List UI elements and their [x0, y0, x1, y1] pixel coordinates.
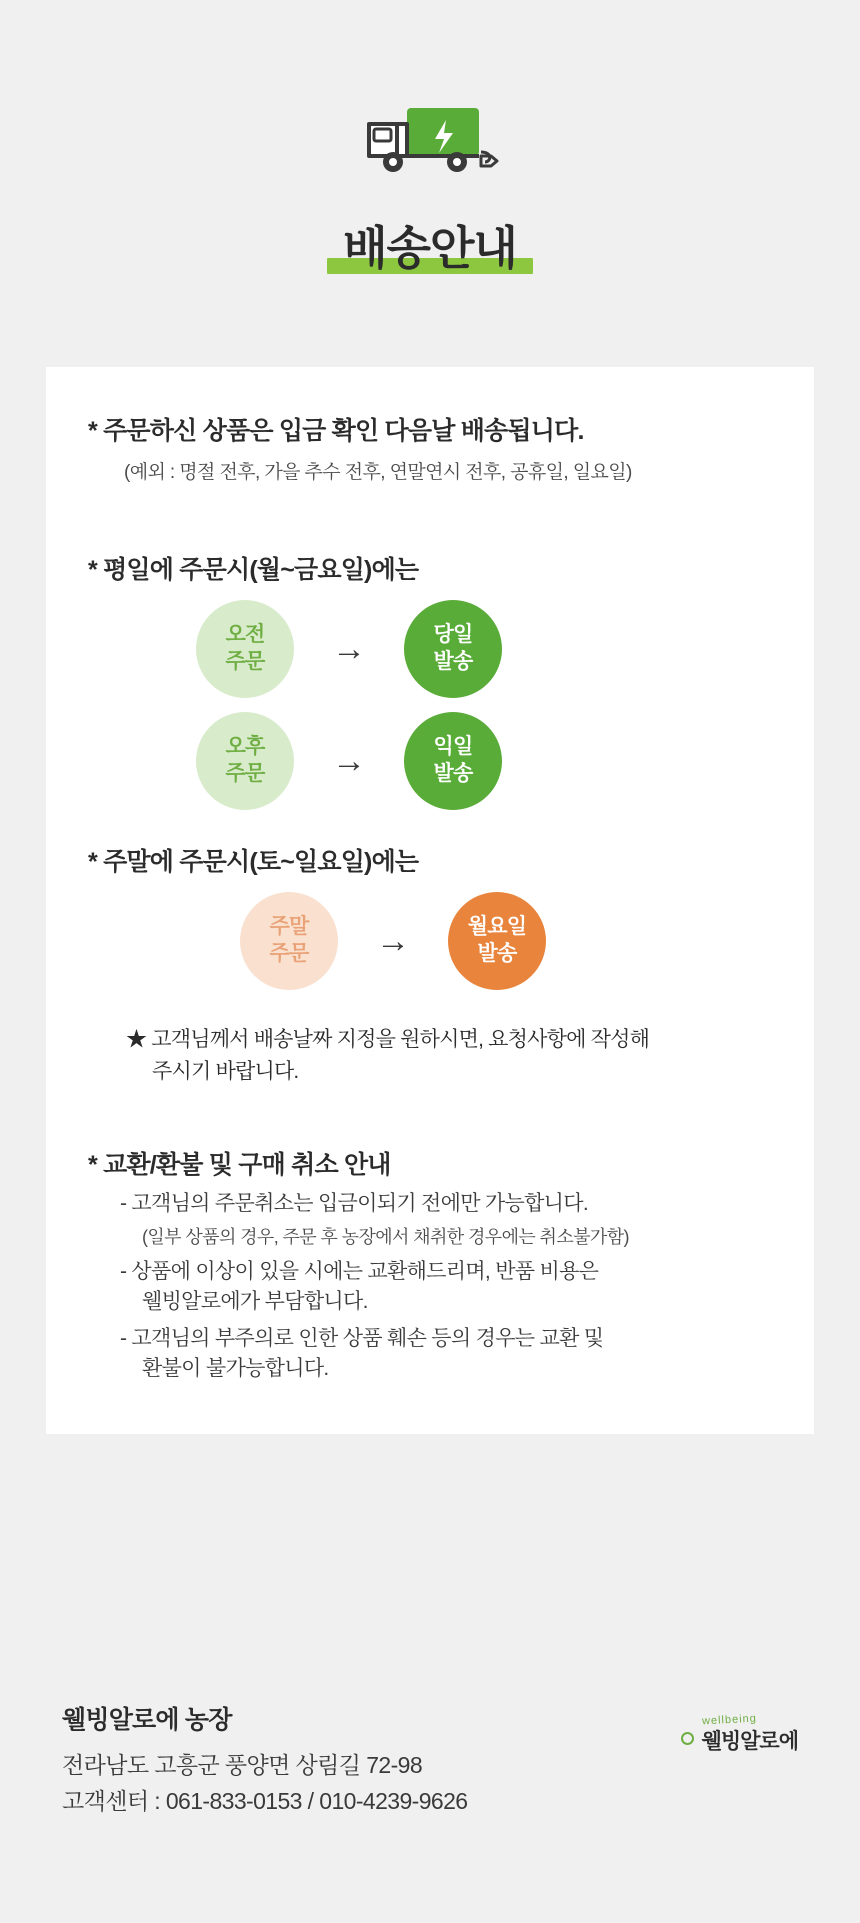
refund-item-3-line2: 환불이 불가능합니다. [142, 1357, 329, 1381]
bubble-morning-order [196, 600, 294, 698]
bubble-sameday-ship-line1: 당일 [433, 623, 473, 647]
refund-item-3-line1: - 고객님의 부주의로 인한 상품 훼손 등의 경우는 교환 및 [120, 1327, 604, 1351]
weekend-flow [84, 892, 776, 990]
date-request-note-line1: ★ 고객님께서 배송날짜 지정을 원하시면, 요청사항에 작성해 [126, 1028, 650, 1051]
bubble-morning-order-line1: 오전 [225, 623, 265, 647]
refund-item-2 [120, 1257, 776, 1317]
page-title-text: 배송안내 [343, 222, 517, 274]
weekend-flow-row [84, 892, 776, 990]
refund-item-3 [120, 1324, 776, 1384]
shop-address: 전라남도 고흥군 풍양면 상림길 72-98 [62, 1752, 423, 1778]
weekday-heading: * 평일에 주문시(월~금요일)에는 [88, 556, 419, 584]
shop-name: 웰빙알로에 농장 [62, 1706, 232, 1734]
logo-small-text: wellbeing [701, 1712, 757, 1728]
refund-item-1-sub: (일부 상품의 경우, 주문 후 농장에서 채취한 경우에는 취소불가함) [142, 1226, 629, 1247]
bubble-afternoon-order-line2: 주문 [225, 762, 265, 785]
weekday-flow-row-afternoon [84, 712, 776, 810]
refund-item-2-line1: - 상품에 이상이 있을 시에는 교환해드리며, 반품 비용은 [120, 1259, 599, 1283]
refund-section-title: * 교환/환불 및 구매 취소 안내 [88, 1151, 391, 1179]
shop-contact: 고객센터 : 061-833-0153 / 010-4239-9626 [62, 1787, 468, 1814]
delivery-truck-icon [345, 96, 515, 186]
bubble-nextday-ship-line2: 발송 [433, 762, 473, 785]
notice-main-line: * 주문하신 상품은 입금 확인 다음날 배송됩니다. [88, 417, 584, 445]
bubble-afternoon-order [196, 712, 294, 810]
logo-text [702, 1714, 798, 1755]
page-footer [0, 1700, 860, 1819]
arrow-right-icon: → [332, 742, 366, 780]
weekend-heading: * 주말에 주문시(토~일요일)에는 [88, 848, 419, 876]
arrow-right-icon: → [376, 922, 410, 960]
info-card [46, 367, 814, 1434]
page-header [0, 0, 860, 278]
bubble-monday-ship [448, 892, 546, 990]
arrow-right-icon: → [332, 630, 366, 668]
footer-contact-block [62, 1700, 467, 1819]
logo-big-text: 웰빙알로에 [701, 1730, 798, 1753]
weekday-flow [84, 600, 776, 810]
refund-item-2-line2: 웰빙알로에가 부담합니다. [142, 1289, 368, 1313]
bubble-sameday-ship [404, 600, 502, 698]
bubble-afternoon-order-line1: 오후 [225, 735, 265, 759]
logo-circle-icon [681, 1732, 694, 1745]
date-request-note-line2: 주시기 바랍니다. [152, 1059, 299, 1083]
notice-sub-line: (예외 : 명절 전후, 가을 추수 전후, 연말연시 전후, 공휴일, 일요일) [124, 462, 632, 483]
bubble-monday-ship-line2: 발송 [477, 942, 517, 965]
bubble-weekend-order-line2: 주문 [269, 942, 309, 965]
bubble-monday-ship-line1: 월요일 [467, 915, 527, 939]
brand-logo [681, 1714, 798, 1755]
bubble-weekend-order [240, 892, 338, 990]
bubble-nextday-ship-line1: 익일 [433, 735, 473, 759]
bubble-weekend-order-line1: 주말 [269, 915, 309, 939]
date-request-note [126, 1024, 776, 1087]
bubble-nextday-ship [404, 712, 502, 810]
bubble-morning-order-line2: 주문 [225, 650, 265, 673]
page-title [337, 212, 523, 278]
refund-item-1: - 고객님의 주문취소는 입금이되기 전에만 가능합니다. [120, 1192, 588, 1215]
weekday-flow-row-morning [84, 600, 776, 698]
bubble-sameday-ship-line2: 발송 [433, 650, 473, 673]
